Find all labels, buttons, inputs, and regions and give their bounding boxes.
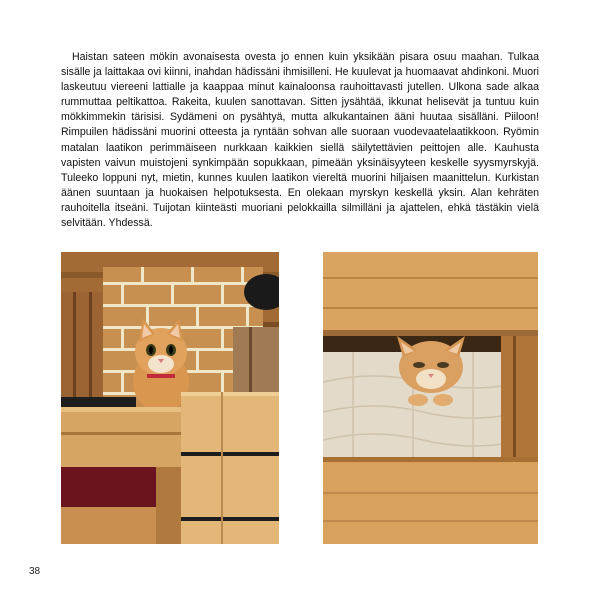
cat-on-shelf-illustration [61, 252, 279, 544]
page-number: 38 [29, 566, 41, 577]
story-paragraph: Haistan sateen mökin avonaisesta ovesta jo ennen kuin yksikään pisara osuu maahan. Tulkaa sisälle ja laittakaa ovi kiinni, inahdan hädissäni ihmisilleni. He kuulevat ja huomaavat ahdinkoni. Muori laskeutuu viereeni lattialle ja kaappaa minut kainaloonsa rauhoittavasti jutellen. Ulkona sade alkaa rummuttaa peltikattoa. Rakeita, kuulen sanottavan. Sitten jysähtää, ikkunat helisevät ja tuntuu kuin mökkimmekin tärisisi. Sydämeni on pysähtyä, mutta alkukantainen ääni huutaa sisälläni. Piiloon! Rimpuilen hädissäni muorini otteesta ja ryntään sohvan alle suoraan vuodevaatelaatikkoon. Ryömin matalan laatikon perimmäiseen nurkkaan kaikkien siellä säilytettävien peittojen alle. Kauhusta vapisten vaivun muistojeni synkimpään sopukkaan, pimeään yksinäisyyteen keskelle syysmyrskyjä. Tuleeko loppuni nyt, mietin, kunnes kuulen laatikon viereltä muorini hiljaisen maanittelun. Kurkistan äänen suuntaan ja huokaisen helpotuksesta. En olekaan myrskyn keskellä yksin. Alan kehräten rauhoitella itseäni. Tuijotan kiinteästi muoriani pelokkailla silmilläni ja ajattelen, ehkä tästäkin vielä selvitään. Yhdessä. [61, 51, 539, 230]
cat-in-drawer-illustration [323, 252, 538, 544]
photo-cat-in-drawer [323, 252, 538, 544]
photo-cat-on-shelf [61, 252, 279, 544]
